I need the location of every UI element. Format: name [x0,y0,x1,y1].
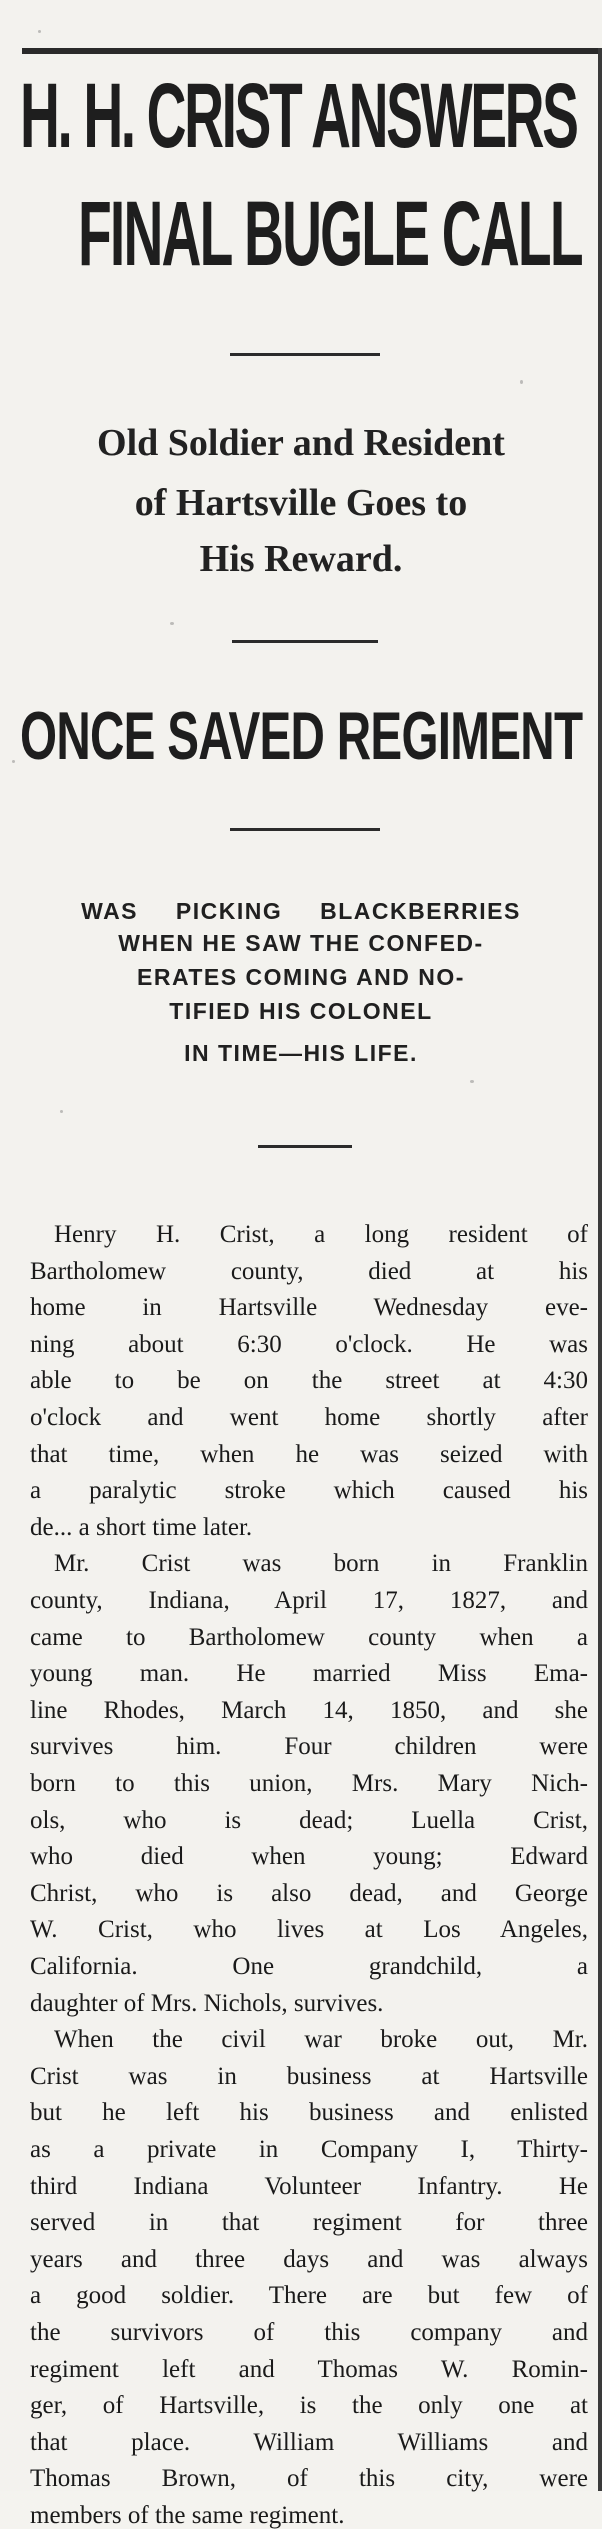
print-speck [38,30,41,33]
article-line: W. Crist, who lives at Los Angeles, [30,1916,588,1944]
article-line: Bartholomew county, died at his [30,1257,588,1285]
print-speck [60,1110,63,1113]
article-line: third Indiana Volunteer Infantry. He [30,2172,588,2200]
print-speck [12,760,15,763]
article-line: de... a short time later. [30,1513,253,1541]
article-line: young man. He married Miss Ema- [30,1660,588,1688]
top-column-rule [22,48,602,54]
article-line: home in Hartsville Wednesday eve- [30,1294,588,1322]
article-line: Crist was in business at Hartsville [30,2062,588,2090]
article-line: California. One grandchild, a [30,1953,588,1980]
article-line: o'clock and went home shortly after [30,1404,588,1431]
article-line: ger, of Hartsville, is the only one at [30,2392,588,2420]
article-line: that place. William Williams and [30,2428,588,2456]
subheadline-line-1: Old Soldier and Resident [97,422,505,464]
article-line: Henry H. Crist, a long resident of [54,1221,588,1248]
deck-line-1: WAS PICKING BLACKBERRIES [81,898,521,924]
article-line: Christ, who is also dead, and George [30,1879,588,1907]
article-line: ning about 6:30 o'clock. He was [30,1330,588,1358]
article-line: that time, when he was seized with [30,1440,588,1468]
article-line: a good soldier. There are but few of [30,2282,588,2310]
article-line: able to be on the street at 4:30 [30,1367,588,1395]
article-line: born to this union, Mrs. Mary Nich- [30,1770,588,1797]
section-divider [230,828,380,831]
article-line: Thomas Brown, of this city, were [30,2465,588,2493]
article-line: Mr. Crist was born in Franklin [54,1550,588,1578]
article-line: When the civil war broke out, Mr. [54,2026,588,2054]
article-line: a paralytic stroke which caused his [30,1477,588,1505]
deck-line-2: WHEN HE SAW THE CONFED- [118,930,484,956]
section-divider [230,353,380,356]
article-line: served in that regiment for three [30,2209,588,2237]
print-speck [520,380,523,384]
article-line: survives him. Four children were [30,1733,588,1761]
article-line: as a private in Company I, Thirty- [30,2136,588,2163]
article-line: the survivors of this company and [30,2319,588,2346]
article-line: years and three days and was always [30,2245,588,2273]
article-line: line Rhodes, March 14, 1850, and she [30,1696,588,1724]
headline-line-2: FINAL BUGLE CALL [78,183,582,285]
headline-line-1: H. H. CRIST ANSWERS [20,65,577,167]
right-column-rule [598,48,602,2491]
article-line: regiment left and Thomas W. Romin- [30,2355,588,2383]
article-line: county, Indiana, April 17, 1827, and [30,1587,588,1614]
article-line: came to Bartholomew county when a [30,1623,588,1651]
deck-line-5: IN TIME—HIS LIFE. [184,1040,418,1066]
subheadline-line-3: His Reward. [199,538,403,580]
subheadline-line-2: of Hartsville Goes to [134,482,468,524]
article-line: members of the same regiment. [30,2502,345,2529]
article-line: who died when young; Edward [30,1843,588,1871]
print-speck [470,1080,474,1083]
deck-line-4: TIFIED HIS COLONEL [169,998,433,1024]
section-divider [258,1145,352,1148]
second-headline: ONCE SAVED REGIMENT [20,698,583,774]
article-line: daughter of Mrs. Nichols, survives. [30,1989,384,2017]
article-line: but he left his business and enlisted [30,2099,588,2127]
print-speck [170,622,174,625]
deck-line-3: ERATES COMING AND NO- [137,964,465,990]
article-line: ols, who is dead; Luella Crist, [30,1806,588,1834]
section-divider [232,640,378,643]
